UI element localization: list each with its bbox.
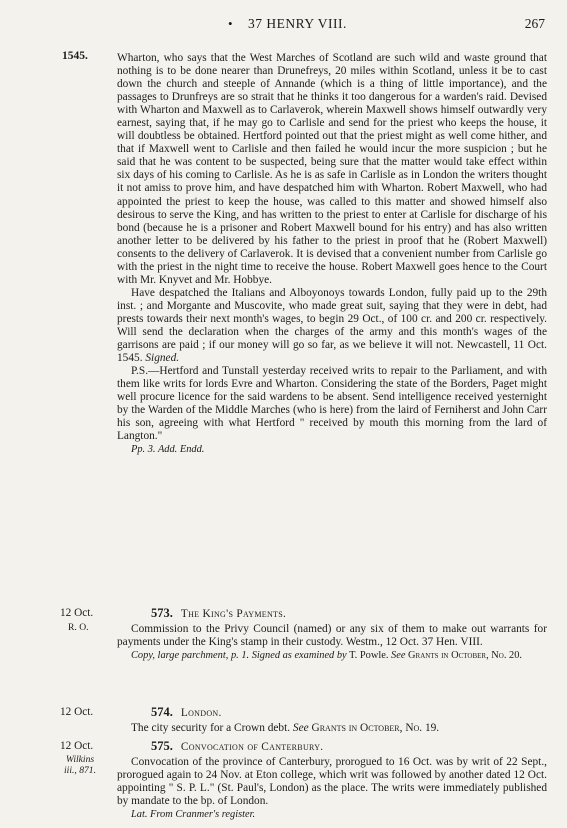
entry-title: London. [180, 707, 222, 719]
entry-content [117, 706, 547, 735]
entry-text: Commission to the Privy Council (named) or any six of them to make out warrants for payments under the King's stamp in their custody. Westm., 12 Oct. 37 Hen. VIII. [117, 623, 547, 649]
meta-italic: Copy, large parchment, p. 1. Signed as examined by [131, 650, 347, 662]
page-number: 267 [524, 16, 545, 31]
entry-text [117, 722, 547, 735]
entry-content [117, 607, 547, 663]
source-line: iii., 871. [64, 765, 96, 776]
source-line: Wilkins [65, 754, 95, 765]
running-header [0, 14, 567, 36]
entry-meta: Lat. From Cranmer's register. [131, 809, 256, 821]
entry-date: 12 Oct. [60, 740, 94, 752]
paragraph [117, 287, 547, 365]
entry-date: 12 Oct. [60, 706, 94, 718]
entry-title: Convocation of Canterbury. [180, 741, 324, 753]
signed-note: Signed. [145, 352, 180, 365]
entry-heading [151, 740, 547, 754]
meta-see: See [391, 650, 406, 662]
entry-see: See [292, 722, 309, 735]
entry-number: 575. [151, 739, 173, 753]
entry-text: Convocation of the province of Canterbury, prorogued to 16 Oct. was by writ of 22 Sept., prorogued again to 24 Nov. at Eton college, which writ was followed by another dated 12 Oct. appointing " S. P. L." (St. Paul's, London) as the place. The writs were immediately published by mandate to the bp. of London. [117, 756, 547, 808]
entry-heading [151, 706, 547, 720]
entry-number: 573. [151, 606, 173, 620]
entry-source: R. O. [68, 622, 89, 633]
entry-content [117, 740, 547, 822]
meta-name: T. Powle. [346, 650, 392, 662]
entry-text-main: The city security for a Crown debt. [131, 722, 293, 735]
entry-date: 12 Oct. [60, 607, 94, 619]
paragraph-text: Have despatched the Italians and Alboyonoys towards London, fully paid up to the 29th inst. ; and Morgante and Muscovite, who made great suit, saying that they were in debt, had prests towards their next month's wages, to begin 29 Oct., of 100 cr. and 200 cr. respectively. Will send the declaration when the charges of the army and this month's wages of the garrisons are paid ; if our money will go so far, as we believe it will not. Newcastell, 11 Oct. 1545. [117, 286, 547, 365]
entry-source [64, 754, 96, 776]
header-bullet: • [228, 16, 233, 31]
meta-ref: Grants in October, No. 20. [405, 650, 523, 662]
entry-meta [117, 650, 547, 663]
entry-ref: Grants in October, No. 19. [308, 722, 440, 735]
margin-year: 1545. [62, 50, 88, 62]
entry-heading [151, 607, 547, 621]
header-title: 37 HENRY VIII. [248, 16, 347, 31]
document-meta: Pp. 3. Add. Endd. [131, 444, 205, 456]
entry-number: 574. [151, 705, 173, 719]
postscript: P.S.—Hertford and Tunstall yesterday received writs to repair to the Parliament, and with them like writs for lords Evre and Wharton. Considering the state of the Borders, Paget might well procure licence for the said wardens to be absent. Send intelligence received yesternight by the Warden of the Middle Marches (who is here) from the laird of Ferniherst and John Carr his son, agreeing with what Hertford " received by mouth this morning from the lard of Langton." [117, 365, 547, 443]
continued-letter [117, 52, 547, 457]
entry-title: The King's Payments. [180, 608, 287, 620]
paragraph: Wharton, who says that the West Marches of Scotland are such wild and waste ground that nothing is to be done nearer than Drunefreys, 20 miles within Scotland, unless it be to cast down the church and steeple of Annande (which is a thing of little importance), and the passages to Drunfreys are so strait that he thinks it too dangerous for a warden's raid. Devised with Wharton and Maxwell as to Carlaverok, wherein Maxwell shows himself outwardly very earnest, saying that, if he may go to Carlisle and send for the priest who keeps the house, it will doubtless be obtained. Hertford pointed out that the priest might as well come hither, and that if Maxwell went to Carlisle and then failed he would incur the more suspicion ; but he said that he was content to be suspected, being sure that the matter would take effect within six days of his coming to Carlisle. As he is as safe in Carlisle as in London the writers thought it not amiss to prove him, and have despatched him with Wharton. Robert Maxwell, who had appointed the priest to keep the house, was called to this matter and showed himself also desirous to serve the King, and has written to the priest to enter at Carlisle for discharge of his bond (because he is a prisoner and Robert Maxwell bound for his entry) and has also written another letter to be delivered by his father to the priest in proof that he (Robert Maxwell) consents to the delivery of Carlaverok. It is devised that a convenient number from Carlisle go with the priest in the night time to receive the house. Robert Maxwell goes hence to the Court with Mr. Knyvet and Mr. Hobbye. [117, 52, 547, 286]
